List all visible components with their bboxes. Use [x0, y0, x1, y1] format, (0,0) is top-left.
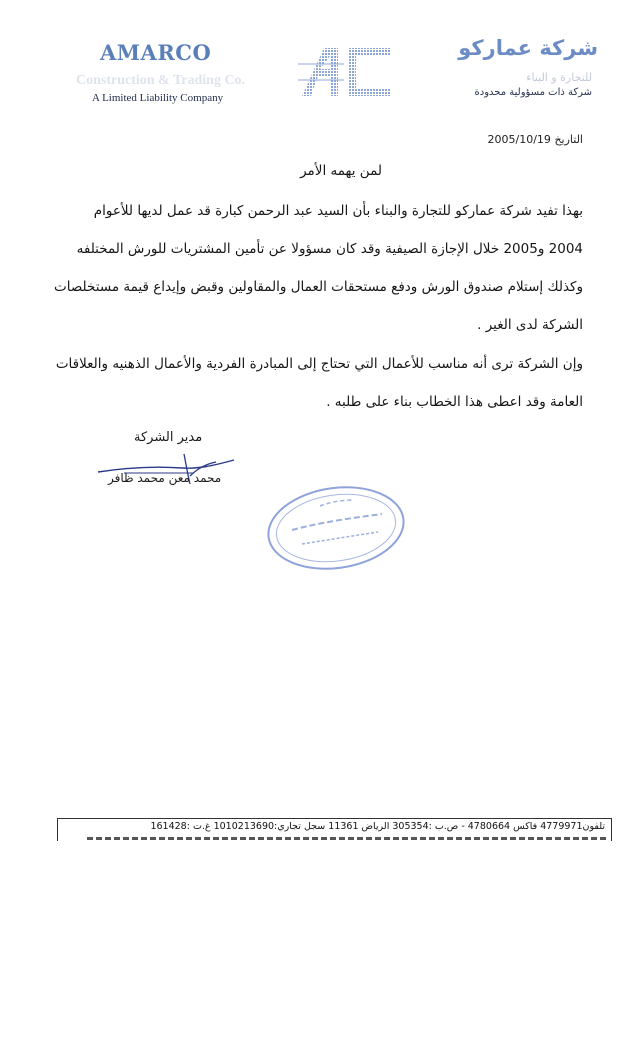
- date-value: 2005/10/19: [487, 133, 551, 146]
- footer-contact-en-cropped: [87, 834, 607, 841]
- signatory-name: محمد معن محمد ظافر: [108, 471, 222, 485]
- company-stamp: [262, 478, 410, 578]
- date-label: التاريخ: [554, 133, 583, 146]
- letter-line: العامة وقد اعطى هذا الخطاب بناء على طلبه .: [326, 394, 583, 410]
- salutation: لمن يهمه الأمر: [300, 163, 382, 179]
- company-name-en: AMARCO: [100, 40, 212, 65]
- footer-contact-box: [57, 818, 612, 841]
- signatory-title: مدير الشركة: [134, 430, 203, 445]
- letter-line: الشركة لدى الغير .: [477, 317, 583, 333]
- letter-line: وإن الشركة ترى أنه مناسب للأعمال التي تحتاج إلى المبادرة الفردية والأعمال الذهنيه والعلاقات: [55, 356, 583, 372]
- letter-line: وكذلك إستلام صندوق الورش ودفع مستحقات العمال والمقاولين وقبض وإيداع قيمة مستخلصات: [54, 279, 583, 295]
- company-subtitle-en: Construction & Trading Co.: [76, 73, 246, 88]
- company-llc-ar: شركة ذات مسؤولية محدودة: [474, 87, 592, 98]
- letter-line: 2004 و2005 خلال الإجازة الصيفية وقد كان مسؤولا عن تأمين المشتريات للورش المختلفه: [76, 241, 583, 257]
- company-name-ar: شركة عماركو: [458, 36, 598, 60]
- company-subtitle-ar: للتجارة و البناء: [526, 71, 592, 84]
- letter-date: [488, 133, 583, 146]
- company-logo-icon: [298, 44, 394, 98]
- company-llc-en: A Limited Liability Company: [92, 92, 224, 104]
- letter-line: بهذا تفيد شركة عماركو للتجارة والبناء بأن السيد عبد الرحمن كبارة قد عمل لديها للأعوام: [93, 203, 583, 219]
- footer-contact-ar: تلفون4779971 فاكس 4780664 - ص.ب :305354 الرياض 11361 سجل تجاري:1010213690 غ.ت :161428: [150, 821, 605, 832]
